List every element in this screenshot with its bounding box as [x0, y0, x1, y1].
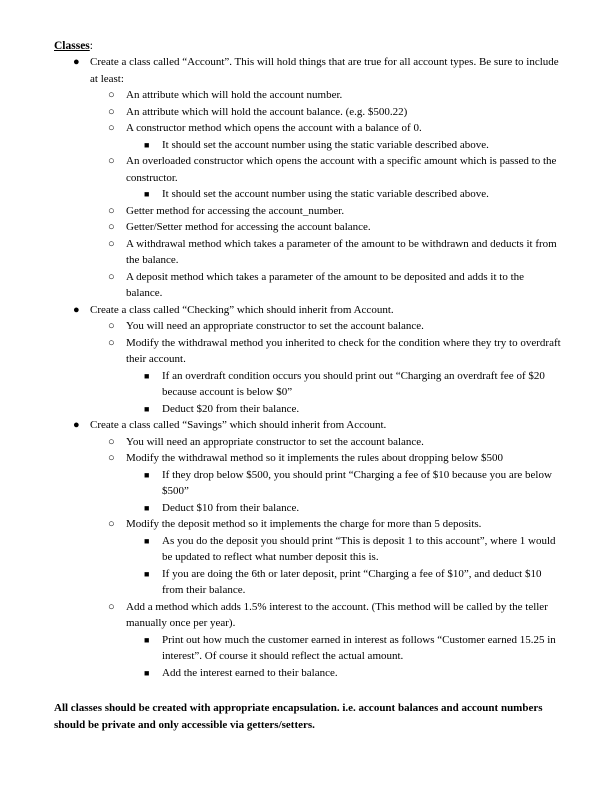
bullet-circle-icon: ○: [108, 452, 115, 464]
sub-list-item: [90, 236, 562, 269]
bullet-square-icon: ■: [144, 403, 150, 414]
sub-sub-list-item: [126, 665, 562, 682]
sub-list-item: [90, 120, 562, 153]
sub-sub-list-item: [126, 500, 562, 517]
bullet-circle-icon: ○: [108, 105, 115, 118]
bullet-circle-icon: ○: [108, 155, 115, 167]
bullet-circle-icon: ○: [108, 336, 115, 349]
bullet-disc-icon: ●: [73, 419, 80, 431]
sub-list-item-text: An attribute which will hold the account balance. (e.g. $500.22): [126, 105, 408, 118]
sub-sub-list: [126, 467, 562, 517]
bullet-circle-icon: ○: [108, 320, 115, 332]
bullet-circle-icon: ○: [108, 270, 115, 283]
section-heading: [54, 38, 93, 55]
sub-list-item: [90, 87, 562, 104]
sub-list-item: [90, 203, 562, 220]
sub-sub-list: [126, 533, 562, 599]
bullet-square-icon: ■: [144, 667, 150, 678]
sub-list-item-text: Modify the deposit method so it implements the charge for more than 5 deposits.: [126, 518, 482, 530]
bullet-circle-icon: ○: [108, 435, 115, 448]
sub-list-item: [90, 434, 562, 451]
sub-list-item-text: You will need an appropriate constructor to set the account balance.: [126, 435, 424, 448]
requirements-list: [0, 54, 612, 681]
sub-sub-list-item: [126, 467, 562, 500]
sub-sub-list-item-text: If they drop below $500, you should print “Charging a fee of $10 because you are below $500”: [162, 468, 552, 497]
sub-list-item-text: You will need an appropriate constructor to set the account balance.: [126, 320, 424, 332]
sub-list-item-text: Modify the withdrawal method you inherited to check for the condition where they try to overdraft their account.: [126, 336, 561, 365]
bullet-square-icon: ■: [144, 568, 150, 579]
bullet-circle-icon: ○: [108, 204, 115, 217]
bullet-circle-icon: ○: [108, 600, 115, 613]
sub-sub-list-item-text: If an overdraft condition occurs you should print out “Charging an overdraft fee of $20 because account is below $0”: [162, 369, 545, 398]
sub-list-item-text: Add a method which adds 1.5% interest to the account. (This method will be called by the teller manually once per year).: [126, 600, 548, 629]
bullet-square-icon: ■: [144, 469, 150, 480]
sub-sub-list-item-text: It should set the account number using the static variable described above.: [162, 138, 489, 151]
bullet-square-icon: ■: [144, 189, 150, 199]
sub-list-item-text: A constructor method which opens the account with a balance of 0.: [126, 122, 422, 134]
sub-sub-list: [126, 368, 562, 418]
sub-list-item-text: Modify the withdrawal method so it implements the rules about dropping below $500: [126, 452, 503, 464]
heading-colon: :: [89, 40, 93, 52]
bullet-square-icon: ■: [144, 535, 150, 546]
sub-list-item: [90, 450, 562, 516]
sub-list-item: [90, 335, 562, 418]
sub-sub-list-item: [126, 632, 562, 665]
bullet-disc-icon: ●: [73, 303, 80, 316]
sub-list: [90, 318, 562, 417]
sub-sub-list-item: [126, 137, 562, 154]
sub-sub-list-item-text: It should set the account number using the static variable described above.: [162, 188, 489, 200]
sub-sub-list-item-text: As you do the deposit you should print “This is deposit 1 to this account”, where 1 would be updated to reflect what number deposit this is.: [162, 534, 556, 563]
sub-list-item-text: An overloaded constructor which opens the account with a specific amount which is passed to the constructor.: [126, 155, 557, 184]
sub-list-item: [90, 219, 562, 236]
bullet-disc-icon: ●: [73, 56, 80, 68]
bullet-square-icon: ■: [144, 370, 150, 381]
sub-sub-list-item-text: Deduct $10 from their balance.: [162, 501, 300, 514]
sub-list-item: [90, 269, 562, 302]
sub-sub-list-item-text: Deduct $20 from their balance.: [162, 402, 300, 415]
sub-list-item: [90, 516, 562, 599]
sub-list-item-text: Getter/Setter method for accessing the account balance.: [126, 221, 371, 233]
sub-sub-list-item-text: If you are doing the 6th or later deposit, print “Charging a fee of $10”, and deduct $10 from their balance.: [162, 567, 542, 596]
sub-sub-list-item: [126, 401, 562, 418]
sub-list-item-text: An attribute which will hold the account number.: [126, 89, 343, 101]
list-item-text: Create a class called “Savings” which should inherit from Account.: [90, 419, 387, 431]
sub-sub-list-item-text: Add the interest earned to their balance.: [162, 666, 338, 679]
bullet-circle-icon: ○: [108, 518, 115, 530]
list-item-text: Create a class called “Checking” which should inherit from Account.: [90, 303, 394, 316]
sub-list-item-text: A withdrawal method which takes a parameter of the amount to be withdrawn and deducts it from the balance.: [126, 237, 557, 266]
sub-sub-list-item: [126, 368, 562, 401]
bullet-square-icon: ■: [144, 634, 150, 645]
sub-list: [90, 87, 562, 302]
bullet-square-icon: ■: [144, 139, 150, 150]
sub-list-item: [90, 153, 562, 203]
sub-sub-list: [126, 186, 562, 203]
sub-sub-list: [126, 632, 562, 682]
bullet-circle-icon: ○: [108, 89, 115, 101]
bullet-circle-icon: ○: [108, 122, 115, 134]
sub-list-item: [90, 599, 562, 682]
sub-list-item-text: A deposit method which takes a parameter of the amount to be deposited and adds it to the balance.: [126, 270, 525, 299]
sub-sub-list-item: [126, 533, 562, 566]
encapsulation-note: All classes should be created with appropriate encapsulation. i.e. account balances and account numbers should be private and only accessible via getters/setters.: [54, 702, 543, 731]
sub-list-item-text: Getter method for accessing the account_number.: [126, 204, 345, 217]
list-item: [0, 54, 612, 302]
bullet-circle-icon: ○: [108, 221, 115, 233]
sub-list-item: [90, 318, 562, 335]
heading-title: Classes: [54, 40, 90, 52]
sub-list: [90, 434, 562, 682]
sub-sub-list-item: [126, 186, 562, 203]
sub-sub-list-item: [126, 566, 562, 599]
sub-sub-list: [126, 137, 562, 154]
list-item: [0, 302, 612, 418]
bullet-circle-icon: ○: [108, 237, 115, 250]
sub-sub-list-item-text: Print out how much the customer earned in interest as follows “Customer earned 15.25 in interest”. Of course it should reflect the actual amount.: [162, 633, 556, 662]
bullet-square-icon: ■: [144, 502, 150, 513]
sub-list-item: [90, 104, 562, 121]
list-item: [0, 417, 612, 681]
list-item-text: Create a class called “Account”. This will hold things that are true for all account types. Be sure to include at least:: [90, 56, 559, 85]
